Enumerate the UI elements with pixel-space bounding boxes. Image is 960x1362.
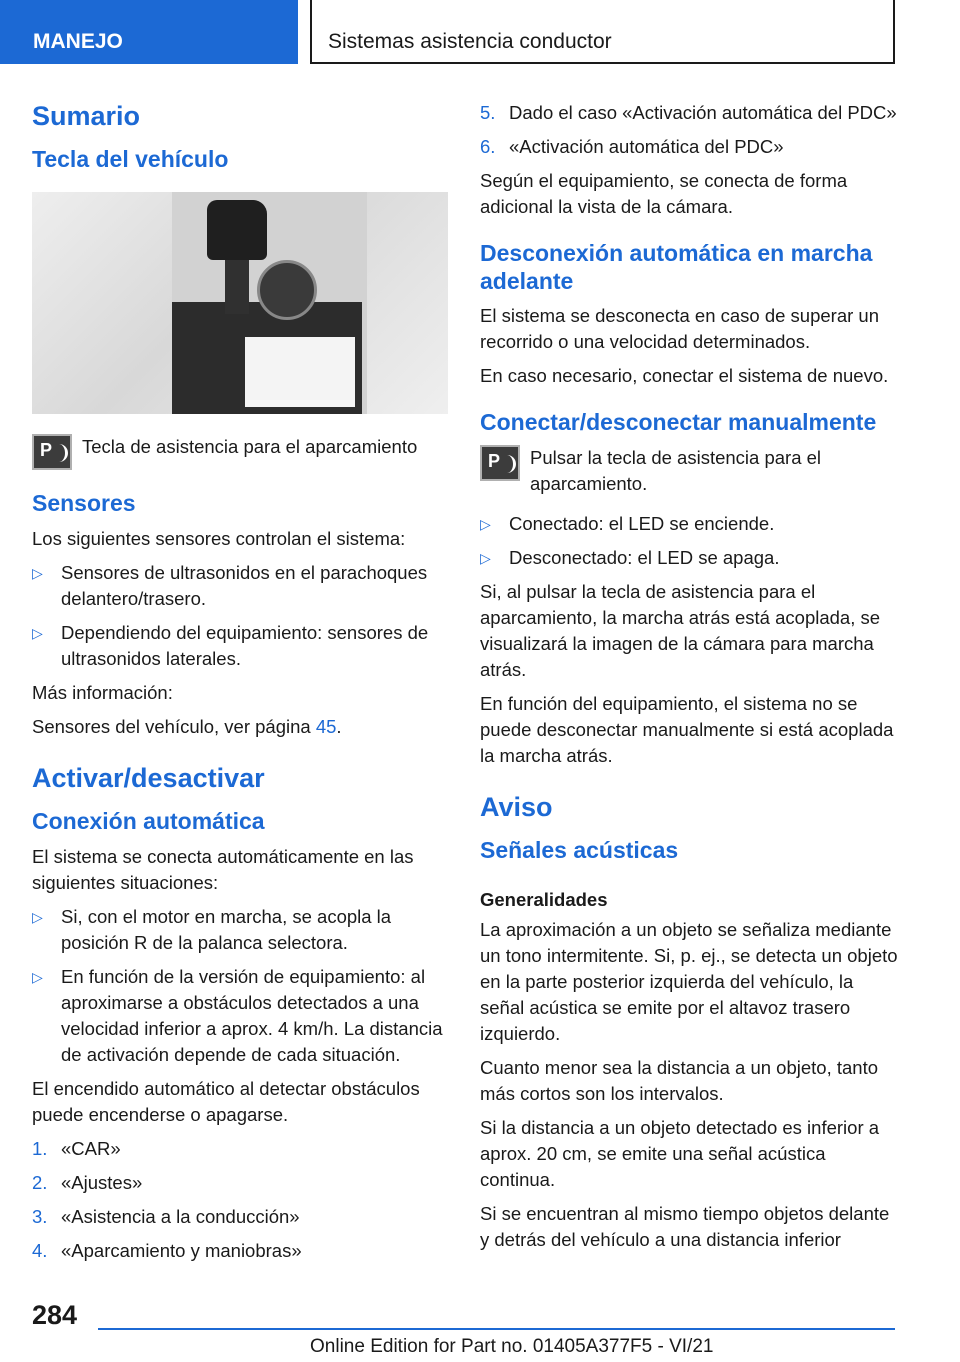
- left-column: [32, 100, 450, 1272]
- manual-list: [480, 511, 898, 571]
- gear-lever: [207, 200, 267, 260]
- desconexion-text-1: El sistema se desconecta en caso de superar un recorrido o una velocidad determinados.: [480, 305, 880, 353]
- list-item: 3. «Asistencia a la conducción»: [32, 1205, 300, 1227]
- vehicle-console-image: [32, 192, 448, 414]
- triangle-bullet-icon: ▷: [32, 624, 43, 641]
- triangle-bullet-icon: ▷: [32, 908, 43, 925]
- list-item: ▷ Dependiendo del equipamiento: sensores de ultrasonidos laterales.: [32, 621, 429, 669]
- sensores-intro: Los siguientes sensores controlan el sistema:: [32, 527, 406, 549]
- equip-text: Según el equipamiento, se conecta de forma adicional la vista de la cámara.: [480, 170, 848, 217]
- footer-edition: Online Edition for Part no. 01405A377F5 - VI/21: [310, 1336, 714, 1357]
- list-item: 5. Dado el caso «Activación automática del PDC»: [480, 102, 897, 123]
- gear-lever-stem: [225, 254, 249, 314]
- generalidades-text-3: Si la distancia a un objeto detectado es inferior a aprox. 20 cm, se emite una señal acústica continua.: [480, 1116, 880, 1190]
- list-item: ▷ Sensores de ultrasonidos en el parachoques delantero/trasero.: [32, 561, 428, 609]
- list-item: 6. «Activación automática del PDC»: [480, 136, 784, 157]
- conexion-list: [32, 904, 450, 1068]
- header-section-tab: [0, 0, 298, 64]
- heading-conexion: Conexión automática: [32, 807, 265, 834]
- triangle-bullet-icon: ▷: [32, 968, 43, 985]
- header-section-label: MANEJO: [33, 30, 123, 53]
- generalidades-text-2: Cuanto menor sea la distancia a un objeto, tanto más cortos son los intervalos.: [480, 1056, 879, 1104]
- heading-generalidades: Generalidades: [480, 888, 608, 910]
- parking-assist-button-icon: P: [32, 434, 72, 470]
- mas-informacion: Más información:: [32, 681, 173, 703]
- icon-caption: Tecla de asistencia para el aparcamiento: [82, 435, 418, 457]
- list-item: ▷ Desconectado: el LED se apaga.: [480, 545, 898, 571]
- heading-senales: Señales acústicas: [480, 837, 679, 864]
- manual-icon-row: [480, 445, 898, 497]
- icon-caption-row: [32, 434, 450, 470]
- manual-icon-text: Pulsar la tecla de asistencia para el aparcamiento.: [530, 446, 822, 494]
- list-item: 4. «Aparcamiento y maniobras»: [32, 1239, 302, 1261]
- controller-knob: [257, 260, 317, 320]
- generalidades-text-4: Si se encuentran al mismo tiempo objetos delante y detrás del vehículo a una distancia inferior: [480, 1202, 890, 1250]
- header-chapter-label: Sistemas asistencia conductor: [328, 30, 612, 53]
- heading-aviso: Aviso: [480, 791, 553, 822]
- manual-text-1: Si, al pulsar la tecla de asistencia para el aparcamiento, la marcha atrás está acoplada, se visualizará la imagen de la cámara para marcha atrás.: [480, 580, 881, 680]
- heading-desconexion: Desconexión automática en marcha adelante: [480, 240, 873, 294]
- sensores-list: [32, 560, 450, 672]
- manual-text-2: En función del equipamiento, el sistema no se puede desconectar manualmente si está acoplada la marcha atrás.: [480, 692, 894, 766]
- list-item: ▷ Conectado: el LED se enciende.: [480, 511, 898, 537]
- heading-activar: Activar/desactivar: [32, 762, 265, 793]
- heading-manual: Conectar/desconectar manualmente: [480, 409, 877, 436]
- page-number: 284: [32, 1300, 78, 1330]
- cross-reference: Sensores del vehículo, ver página 45.: [32, 715, 342, 737]
- triangle-bullet-icon: ▷: [480, 515, 491, 532]
- encendido-text: El encendido automático al detectar obstáculos puede encenderse o apagarse.: [32, 1077, 420, 1125]
- triangle-bullet-icon: ▷: [32, 564, 43, 581]
- right-column: [480, 100, 898, 1261]
- list-item: 1. «CAR»: [32, 1137, 121, 1159]
- steps-list-left: [32, 1136, 450, 1264]
- steps-list-right: [480, 100, 898, 160]
- parking-assist-button-icon: P: [480, 445, 520, 481]
- footer-divider: [98, 1328, 895, 1330]
- heading-sumario: Sumario: [32, 101, 141, 131]
- console-tray: [245, 337, 355, 407]
- heading-sensores: Sensores: [32, 489, 136, 516]
- list-item: ▷ Si, con el motor en marcha, se acopla la posición R de la palanca selectora.: [32, 905, 392, 953]
- page-link[interactable]: 45: [315, 715, 337, 737]
- list-item: 2. «Ajustes»: [32, 1171, 143, 1193]
- generalidades-text-1: La aproximación a un objeto se señaliza mediante un tono intermitente. Si, p. ej., se detecta un objeto en la parte posterior izquierda del vehículo, la señal acústica se emite por el altavoz trasero izquierdo.: [480, 918, 898, 1044]
- desconexion-text-2: En caso necesario, conectar el sistema de nuevo.: [480, 365, 889, 387]
- triangle-bullet-icon: ▷: [480, 549, 491, 566]
- list-item: ▷ En función de la versión de equipamiento: al aproximarse a obstáculos detectados a una velocidad inferior a aprox. 4 km/h. La distancia de activación depende de cada situación.: [32, 965, 443, 1065]
- heading-tecla: Tecla del vehículo: [32, 146, 229, 173]
- conexion-intro: El sistema se conecta automáticamente en las siguientes situaciones:: [32, 845, 414, 893]
- header-chapter-box: [310, 0, 895, 64]
